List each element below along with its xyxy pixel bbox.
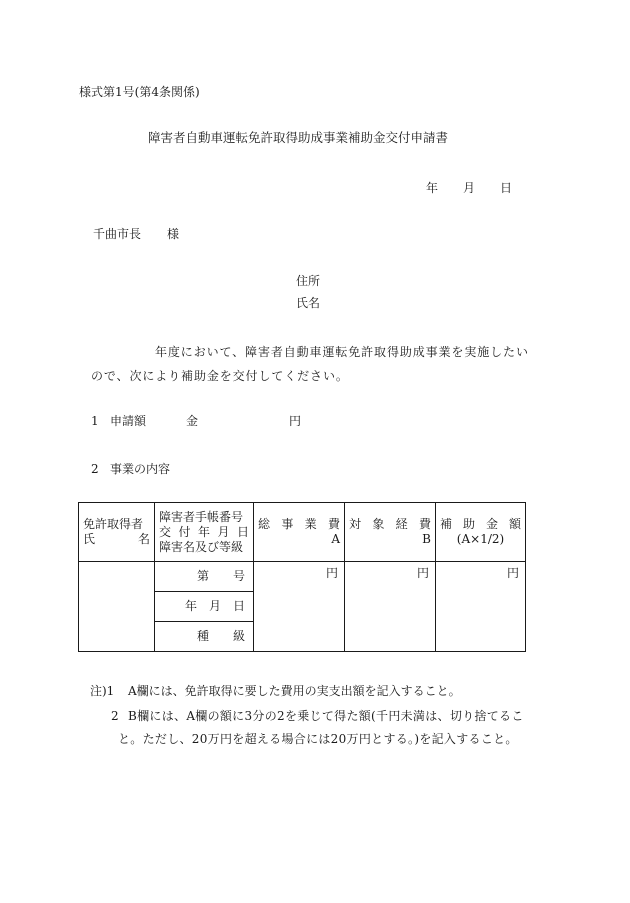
header-subsidy-amount-sub: (A×1/2) (456, 532, 505, 546)
body-text-line1: 年度において、障害者自動車運転免許取得助成事業を実施したい (155, 345, 529, 359)
total-cost-yen: 円 (325, 566, 338, 580)
date-year: 年 (426, 181, 439, 195)
date-day: 日 (500, 181, 513, 195)
header-license-holder (79, 503, 155, 562)
body-text-line2: ので、次により補助金を交付してください。 (91, 369, 349, 383)
header-eligible-cost (345, 503, 436, 562)
header-total-cost-label: 総事業費 (258, 517, 340, 531)
header-handbook (155, 503, 254, 562)
section1-number: 1 (91, 414, 99, 428)
note-2-line2: と。ただし、20万円を超える場合には20万円とする。)を記入すること。 (118, 732, 518, 746)
cell-disability-grade[interactable]: 種 級 (155, 622, 254, 652)
addressee-honorific: 様 (167, 227, 180, 241)
section2-label: 事業の内容 (110, 462, 171, 476)
header-subsidy-amount (436, 503, 526, 562)
applicant-name-label: 氏名 (296, 296, 321, 310)
header-license-holder-line2: 氏 名 (83, 532, 150, 546)
applicant-address-label: 住所 (296, 274, 321, 288)
header-license-holder-line1: 免許取得者 (83, 517, 144, 531)
section2-number: 2 (91, 462, 99, 476)
section1-label: 申請額 (110, 414, 147, 428)
date-month: 月 (463, 181, 476, 195)
header-handbook-line2: 交付年月日 (159, 524, 249, 539)
table-header-row (79, 503, 526, 562)
cell-total-cost[interactable] (254, 562, 345, 652)
note-2-line1: B欄には、A欄の額に3分の2を乗じて得た額(千円未満は、切り捨てるこ (128, 709, 524, 723)
document-title: 障害者自動車運転免許取得助成事業補助金交付申請書 (148, 130, 449, 145)
header-eligible-cost-label: 対象経費 (349, 517, 431, 531)
eligible-cost-yen: 円 (416, 566, 429, 580)
business-content-table (78, 502, 526, 652)
subsidy-amount-yen: 円 (506, 566, 519, 580)
notes-num2: 2 (111, 709, 119, 723)
cell-eligible-cost[interactable] (345, 562, 436, 652)
header-total-cost-sub: A (331, 532, 340, 546)
table-row (79, 562, 526, 592)
addressee-name: 千曲市長 (93, 227, 142, 241)
cell-subsidy-amount[interactable] (436, 562, 526, 652)
notes-prefix: 注)1 (90, 684, 115, 698)
form-number: 様式第1号(第4条関係) (79, 85, 200, 99)
header-handbook-line1: 障害者手帳番号 (159, 509, 244, 524)
section1-currency: 金 (186, 414, 199, 428)
section1-unit: 円 (289, 414, 302, 428)
cell-handbook-number[interactable]: 第 号 (155, 562, 254, 592)
header-eligible-cost-sub: B (422, 532, 431, 546)
header-total-cost (254, 503, 345, 562)
header-handbook-line3: 障害名及び等級 (159, 539, 244, 554)
note-1: A欄には、免許取得に要した費用の実支出額を記入すること。 (128, 684, 461, 698)
cell-license-holder-name[interactable] (79, 562, 155, 652)
header-subsidy-amount-label: 補助金額 (440, 517, 521, 531)
cell-issue-date[interactable]: 年 月 日 (155, 592, 254, 622)
